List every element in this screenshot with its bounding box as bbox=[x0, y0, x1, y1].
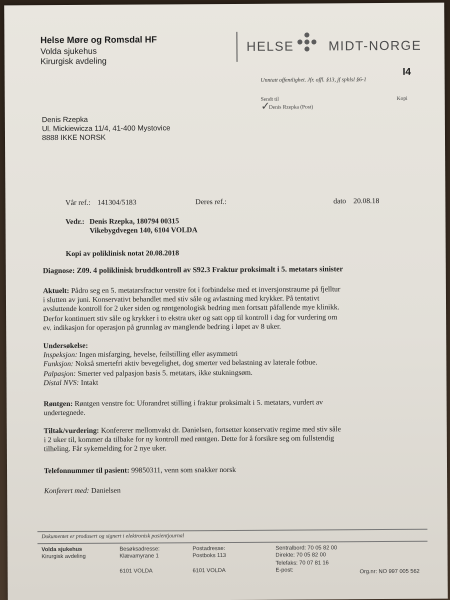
subject-line-1: Denis Rzepka, 180794 00315 bbox=[89, 216, 180, 226]
footer-org-number: Org.nr: NO 997 005 562 bbox=[359, 568, 420, 576]
diagnosis-label: Diagnose: bbox=[42, 265, 75, 276]
footer-note: Dokumentet er produsert og signert i elektronisk pasientjournal bbox=[41, 533, 185, 541]
exam-key: Inspeksjon: bbox=[43, 350, 78, 360]
footer-post-city: 6101 VOLDA bbox=[192, 568, 226, 575]
recipient-postal: 8888 IKKE NORSK bbox=[41, 132, 106, 143]
footer-switchboard: Sentralbord: 70 05 82 00 bbox=[275, 545, 338, 552]
aktuelt-label: Aktuelt: bbox=[42, 285, 70, 296]
logo-word-midt-norge: MIDT-NORGE bbox=[328, 37, 422, 54]
recipient-name: Denis Rzepka bbox=[41, 114, 88, 125]
recipient-street: Ul. Mickiewicza 11/4, 41-400 Mystovice bbox=[41, 123, 171, 134]
cross-dots-icon bbox=[294, 31, 320, 59]
diagnosis-line bbox=[43, 264, 343, 275]
konferert-label: Konferert med: bbox=[44, 485, 90, 496]
rontgen-line: Røntgen venstre fot: Uforandret stilling i fraktur proksimalt i 5. metatars, vurdert av bbox=[72, 397, 323, 408]
date-value: 20.08.18 bbox=[353, 196, 380, 206]
tiltak-section bbox=[44, 424, 414, 454]
org-name: Helse Møre og Romsdal HF bbox=[40, 34, 157, 46]
sender-block bbox=[40, 34, 157, 66]
tiltak-line: tilheling. Får sykemelding for 2 nye uker. bbox=[43, 443, 167, 454]
subject-block bbox=[89, 216, 197, 235]
recipient-address bbox=[42, 114, 171, 142]
konferert-value: Danielsen bbox=[89, 485, 121, 495]
footer-post-label: Postadresse: bbox=[192, 546, 226, 553]
header-divider bbox=[236, 32, 237, 62]
exam-value: Smerter ved palpasjon basis 5. metatars, ikke stukningsøm. bbox=[75, 367, 253, 378]
subject-line-2: Vikebygdvegen 140, 6104 VOLDA bbox=[89, 225, 198, 236]
telefon-label: Telefonnummer til pasient: bbox=[43, 465, 130, 476]
date-label: dato bbox=[333, 196, 347, 206]
exam-key: Palpasjon: bbox=[43, 368, 76, 378]
aktuelt-line: i slutten av juni. Konservativt behandlet med stiv såle og avlastning med krykker. På tentativt bbox=[42, 293, 320, 305]
rontgen-section bbox=[44, 397, 414, 418]
footer-visit-city: 6101 VOLDA bbox=[119, 568, 153, 575]
exam-value: Ingen misfarging, hevelse, feilstilling eller asymmetri bbox=[77, 349, 238, 360]
sent-to-name: Denis Rzepka (Post) bbox=[268, 104, 314, 111]
footer-department: Kirurgisk avdeling bbox=[41, 554, 86, 561]
footer-divider bbox=[37, 541, 427, 544]
our-ref-value: 141304/5183 bbox=[97, 197, 137, 207]
exam-value: Nokså smertefri aktiv bevegelighet, dog smerter ved belastning av laterale fotbue. bbox=[73, 357, 318, 369]
diagnosis-text: Z09. 4 poliklinisk bruddkontroll av S92.3 Fraktur proksimalt i 5. metatars sinister bbox=[76, 264, 344, 275]
exam-key: Funksjon: bbox=[43, 359, 74, 369]
footer-email: E-post: bbox=[275, 567, 294, 574]
aktuelt-line: avsluttende kontroll for 2 uker siden og røntgenologisk bedring men fortsatt påfallende mye klinikk. bbox=[43, 302, 340, 314]
copy-note: Kopi av poliklinisk notat 20.08.2018 bbox=[65, 248, 180, 258]
footer-direct: Direkte: 70 05 82 00 bbox=[275, 552, 326, 560]
footer-visit-street: Klævamyrane 1 bbox=[119, 553, 159, 561]
footer-post-address bbox=[192, 546, 226, 576]
footer-visit-address bbox=[119, 546, 159, 576]
telefon-value: 99850311, venn som snakker norsk bbox=[129, 464, 236, 475]
aktuelt-section bbox=[43, 284, 413, 332]
rontgen-label: Røntgen: bbox=[43, 398, 73, 409]
footer-contact bbox=[275, 545, 337, 575]
our-ref-label: Vår ref.: bbox=[65, 197, 91, 207]
tiltak-line: i 2 uker til, kommer da tilbake for ny kontroll med røntgen. Dette for å forsikre seg om fullstendig bbox=[43, 433, 335, 445]
tiltak-label: Tiltak/vurdering: bbox=[43, 425, 100, 436]
subject-label: Vedr.: bbox=[65, 216, 85, 226]
logo-word-helse: HELSE bbox=[246, 38, 295, 54]
footer-divider-top bbox=[37, 529, 427, 532]
footer-fax: Telefaks: 70 07 81 16 bbox=[275, 560, 329, 567]
your-ref-label: Deres ref.: bbox=[195, 196, 227, 207]
helse-midt-norge-logo bbox=[246, 33, 426, 58]
copy-label: Kopi bbox=[396, 95, 408, 102]
footer-visit-label: Besøksadresse: bbox=[119, 546, 160, 553]
aktuelt-line: Pådro seg en 5. metatarsfractur venstre fot i forbindelse med et inversjonstraume på fjelltur bbox=[69, 284, 341, 295]
konferert-line bbox=[44, 486, 121, 495]
exam-value: Intakt bbox=[78, 377, 99, 387]
undersokelse-section bbox=[43, 339, 413, 387]
footer-org bbox=[41, 547, 85, 562]
telefon-line bbox=[44, 465, 236, 475]
hospital-name: Volda sjukehus bbox=[40, 45, 97, 56]
aktuelt-line: Derfor kontinuert stiv såle og krykker i to ekstra uker og satt opp til kontroll i dag for vurdering om bbox=[43, 311, 338, 323]
checkmark-icon: ✓ bbox=[260, 100, 271, 113]
document-number: I4 bbox=[402, 66, 411, 78]
letter-page bbox=[4, 3, 448, 600]
exemption-note: Unntatt offentlighet. Jfr. offl. §13, jf sphlsl §6-1 bbox=[260, 77, 367, 84]
exam-key: Distal NVS: bbox=[43, 377, 80, 387]
footer-post-box: Postboks 113 bbox=[192, 553, 227, 560]
sent-to-label: Sendt til bbox=[260, 96, 279, 103]
rontgen-line: undertegnede. bbox=[43, 408, 86, 418]
undersokelse-label: Undersøkelse: bbox=[43, 340, 89, 351]
department-name: Kirurgisk avdeling bbox=[40, 55, 107, 67]
aktuelt-line: ev. indikasjon for operasjon på grunnlag av manglende bedring i løpet av 8 uker. bbox=[43, 321, 281, 332]
tiltak-line: Konfererer mellomvakt dr. Danielsen, fortsetter konservativ regime med stiv såle bbox=[99, 424, 341, 435]
footer-hospital: Volda sjukehus bbox=[41, 546, 83, 554]
